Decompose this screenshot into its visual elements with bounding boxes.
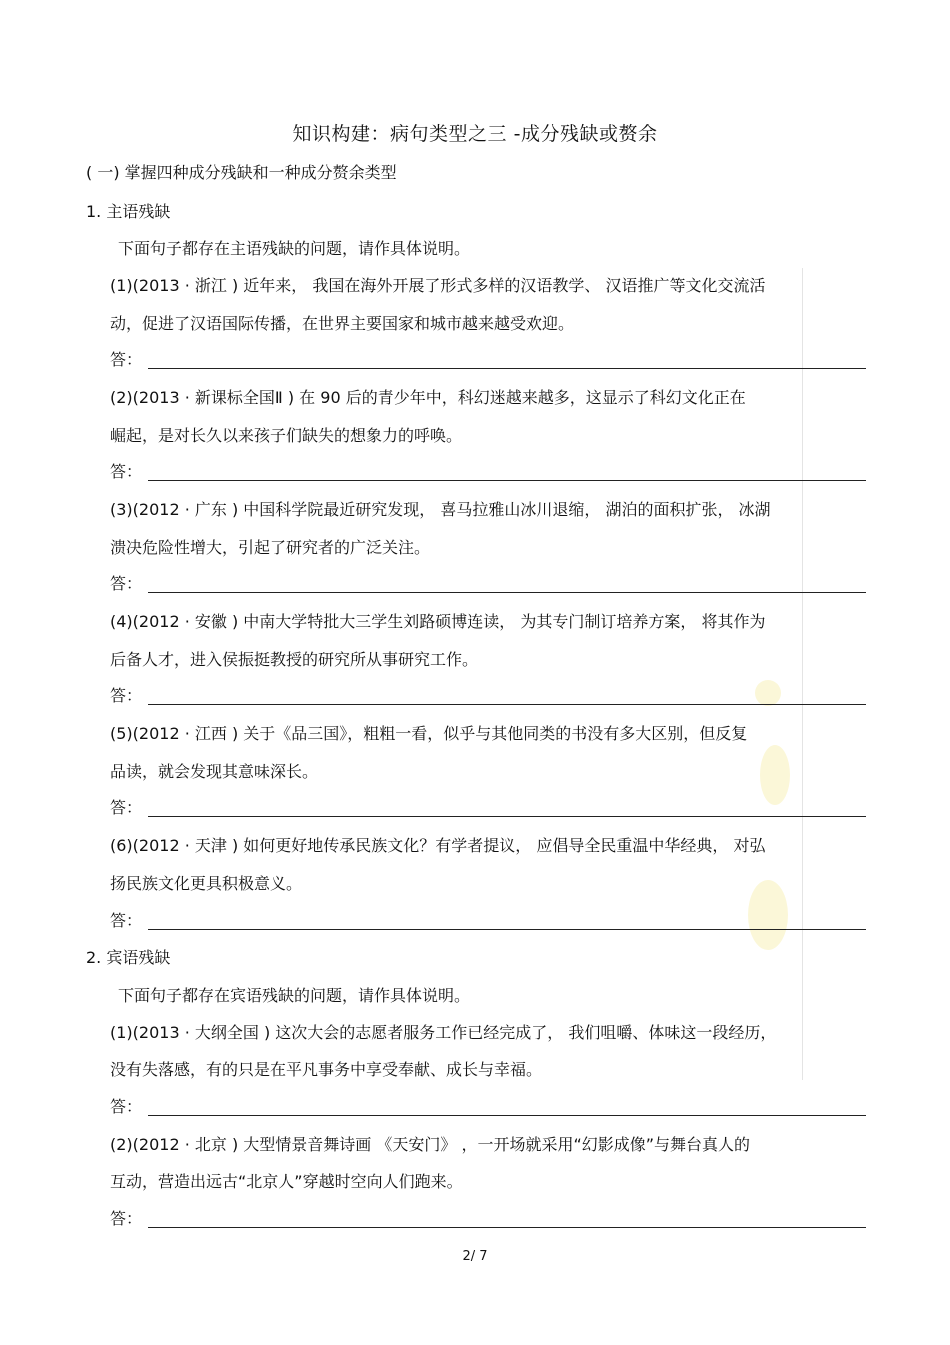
question-line: (6)(2012 · 天津 ) 如何更好地传承民族文化？有学者提议， 应倡导全民重温中华经典， 对弘 (110, 836, 766, 855)
answer-label: 答： (110, 1097, 143, 1116)
question-line: (3)(2012 · 广东 ) 中国科学院最近研究发现， 喜马拉雅山冰川退缩， 湖泊的面积扩张， 冰湖 (110, 500, 771, 519)
question-line: (1)(2013 · 大纲全国 ) 这次大会的志愿者服务工作已经完成了， 我们咀嚼、体味这一段经历， (110, 1023, 777, 1042)
question-line: (4)(2012 · 安徽 ) 中南大学特批大三学生刘路硕博连读， 为其专门制订培养方案， 将其作为 (110, 612, 766, 631)
answer-line (148, 929, 866, 930)
answer-field[interactable] (110, 462, 142, 482)
part-intro: 下面句子都存在宾语残缺的问题，请作具体说明。 (118, 986, 471, 1005)
question-line: 溃决危险性增大，引起了研究者的广泛关注。 (110, 538, 431, 557)
question-line: 没有失落感，有的只是在平凡事务中享受奉献、成长与幸福。 (110, 1060, 543, 1079)
answer-line (148, 1227, 866, 1228)
answer-line (148, 704, 866, 705)
section-heading: ( 一) 掌握四种成分残缺和一种成分赘余类型 (86, 163, 397, 182)
scan-smudge (755, 680, 781, 706)
page-title: 知识构建：病句类型之三 -成分残缺或赘余 (292, 123, 658, 145)
answer-label: 答： (110, 798, 143, 817)
answer-field[interactable] (110, 1209, 142, 1229)
answer-field[interactable] (110, 574, 142, 594)
question-line: (2)(2012 · 北京 ) 大型情景音舞诗画 《天安门》 ，一开场就采用“幻影成像”与舞台真人的 (110, 1135, 751, 1154)
scan-smudge (760, 745, 790, 805)
answer-label: 答： (110, 462, 143, 481)
answer-line (148, 480, 866, 481)
answer-field[interactable] (110, 1097, 142, 1117)
answer-field[interactable] (110, 686, 142, 706)
question-line: 扬民族文化更具积极意义。 (110, 874, 303, 893)
answer-field[interactable] (110, 911, 142, 931)
scan-vertical-line (802, 268, 803, 1080)
answer-label: 答： (110, 350, 143, 369)
question-line: 后备人才，进入侯振挺教授的研究所从事研究工作。 (110, 650, 479, 669)
answer-line (148, 368, 866, 369)
question-line: 互动，营造出远古“北京人”穿越时空向人们跑来。 (110, 1172, 463, 1191)
part-heading: 1. 主语残缺 (86, 202, 171, 221)
scan-smudge (748, 880, 788, 950)
answer-label: 答： (110, 1209, 143, 1228)
question-line: (2)(2013 · 新课标全国Ⅱ ) 在 90 后的青少年中，科幻迷越来越多，这显示了科幻文化正在 (110, 388, 746, 407)
answer-label: 答： (110, 911, 143, 930)
answer-field[interactable] (110, 350, 142, 370)
question-line: 品读，就会发现其意味深长。 (110, 762, 319, 781)
question-line: 崛起，是对长久以来孩子们缺失的想象力的呼唤。 (110, 426, 463, 445)
answer-label: 答： (110, 574, 143, 593)
answer-line (148, 816, 866, 817)
question-line: (5)(2012 · 江西 ) 关于《品三国》，粗粗一看，似乎与其他同类的书没有多大区别，但反复 (110, 724, 748, 743)
part-heading: 2. 宾语残缺 (86, 948, 171, 967)
answer-line (148, 592, 866, 593)
answer-line (148, 1115, 866, 1116)
part-intro: 下面句子都存在主语残缺的问题，请作具体说明。 (118, 239, 471, 258)
question-line: (1)(2013 · 浙江 ) 近年来， 我国在海外开展了形式多样的汉语教学、 汉语推广等文化交流活 (110, 276, 766, 295)
page-number: 2/ 7 (462, 1249, 488, 1264)
answer-field[interactable] (110, 798, 142, 818)
answer-label: 答： (110, 686, 143, 705)
question-line: 动，促进了汉语国际传播，在世界主要国家和城市越来越受欢迎。 (110, 314, 575, 333)
